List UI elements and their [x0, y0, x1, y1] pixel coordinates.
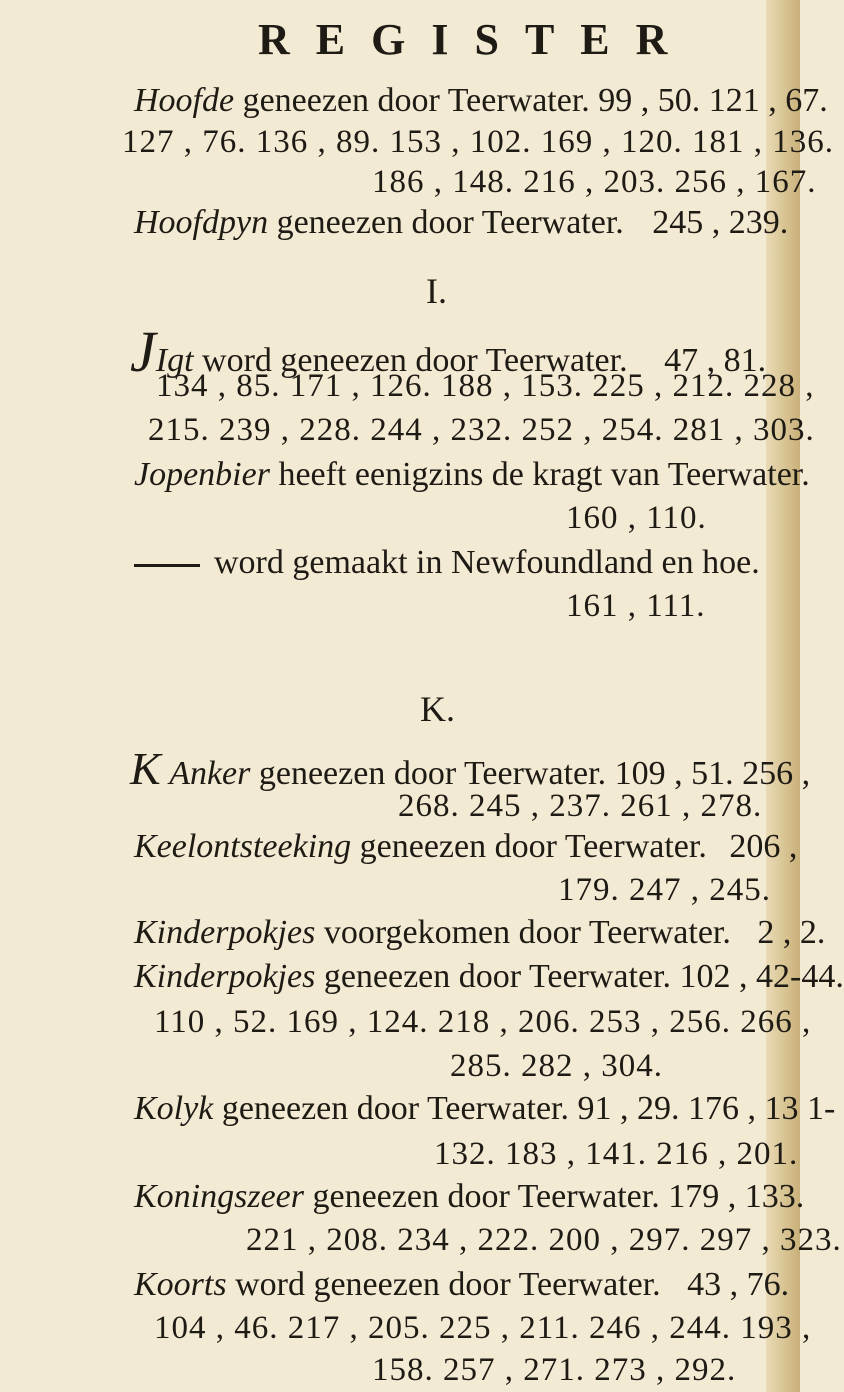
entry-continuation: 179. 247 , 245. [558, 872, 771, 908]
entry-keelontsteeking [134, 828, 797, 866]
entry-hoofd: Hoofde geneezen door Teerwater. 99 , 50. 121 , 67. [134, 82, 828, 119]
entry-continuation: 127 , 76. 136 , 89. 153 , 102. 169 , 120. 181 , 136. [122, 124, 834, 160]
entry-text: geneezen door Teerwater. [221, 1090, 570, 1127]
entry-refs: 245 , 239. [652, 204, 789, 241]
entry-refs: 179 , 133. [668, 1178, 805, 1215]
entry-refs: 206 , [729, 828, 798, 865]
entry-continuation: 221 , 208. 234 , 222. 200 , 297. 297 , 323. [246, 1222, 842, 1258]
entry-text: geneezen door Teerwater. [258, 755, 607, 792]
entry-koorts [134, 1266, 789, 1304]
ditto-dash [134, 564, 200, 567]
entry-keyword: Jopenbier [134, 456, 270, 493]
entry-refs: 161 , 111. [566, 588, 706, 624]
entry-koningszeer [134, 1178, 804, 1216]
entry-hoofdpyn [134, 204, 788, 242]
entry-refs: 2 , 2. [757, 914, 826, 951]
entry-text: word geneezen door Teerwater. [235, 1266, 661, 1303]
entry-text: geneezen door Teerwater. [242, 82, 590, 119]
entry-text: geneezen door Teerwater. [276, 204, 624, 241]
entry-continuation: 110 , 52. 169 , 124. 218 , 206. 253 , 256. 266 , [154, 1004, 812, 1040]
entry-keyword: Igt [155, 342, 194, 379]
entry-keyword: Anker [169, 755, 251, 792]
entry-text: geneezen door Teerwater. [323, 958, 672, 995]
entry-text: voorgekomen door Teerwater. [323, 914, 731, 951]
entry-keyword: Hoofd [134, 82, 219, 119]
entry-text: word geneezen door Teerwater. [202, 342, 628, 379]
entry-kinderpokjes-geneezen [134, 958, 844, 996]
entry-keyword: Hoofdpyn [134, 204, 269, 241]
entry-keyword: Koorts [134, 1266, 227, 1303]
entry-refs: 47 , 81. [664, 342, 767, 379]
entry-continuation: 158. 257 , 271. 273 , 292. [372, 1352, 737, 1388]
entry-continuation: 215. 239 , 228. 244 , 232. 252 , 254. 281 , 303. [148, 412, 815, 448]
entry-kolyk [134, 1090, 835, 1128]
entry-refs: 102 , 42-44. [679, 958, 844, 995]
entry-continuation: 268. 245 , 237. 261 , 278. [398, 788, 763, 824]
drop-cap: K [130, 743, 161, 794]
entry-refs: 160 , 110. [566, 500, 707, 536]
entry-keyword: Koningszeer [134, 1178, 304, 1215]
entry-refs: 43 , 76. [687, 1266, 790, 1303]
running-head: REGISTER [258, 15, 694, 64]
entry-kinderpokjes-voorgekomen [134, 914, 825, 952]
entry-text: geneezen door Teerwater. [359, 828, 707, 865]
entry-refs: 109 , 51. 256 , [614, 755, 811, 792]
entry-text: geneezen door Teerwater. [312, 1178, 660, 1215]
entry-continuation: 186 , 148. 216 , 203. 256 , 167. [372, 164, 817, 200]
entry-newfoundland [134, 544, 760, 582]
entry-refs: 99 , 50. 121 , 67. [598, 82, 828, 119]
entry-text: word gemaakt in Newfoundland en hoe. [214, 544, 760, 581]
entry-continuation: 104 , 46. 217 , 205. 225 , 211. 246 , 244. 193 , [154, 1310, 812, 1346]
drop-cap: J [130, 319, 156, 384]
entry-continuation: 132. 183 , 141. 216 , 201. [434, 1136, 799, 1172]
entry-refs: 91 , 29. 176 , 13 1- [577, 1090, 836, 1127]
entry-keyword: Kinderpokjes [134, 914, 316, 951]
entry-text: heeft eenigzins de kragt van Teerwater. [278, 456, 810, 493]
entry-keyword: Kinderpokjes [134, 958, 316, 995]
section-heading-i: I. [426, 271, 447, 311]
entry-keyword: Kolyk [134, 1090, 214, 1127]
section-heading-k: K. [420, 689, 455, 729]
entry-keyword: Keelontsteeking [134, 828, 352, 865]
entry-jopenbier [134, 456, 810, 494]
entry-continuation: 285. 282 , 304. [450, 1048, 663, 1084]
entry-continuation: 134 , 85. 171 , 126. 188 , 153. 225 , 212. 228 , [156, 368, 815, 404]
